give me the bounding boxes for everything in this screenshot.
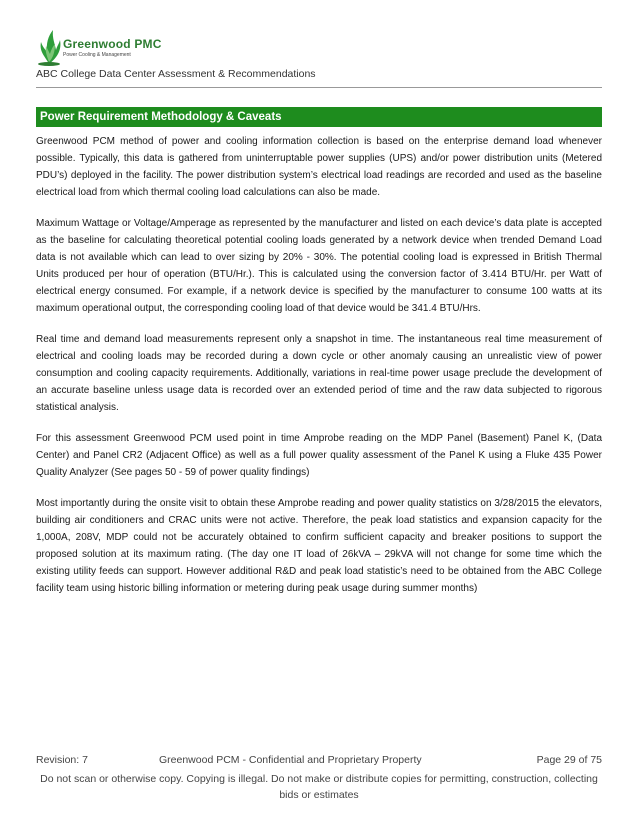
logo-tagline: Power Cooling & Management xyxy=(63,52,131,58)
footer-copy-notice: Do not scan or otherwise copy. Copying is illegal. Do not make or distribute copies for permitting, construction, collecting bids or estimates xyxy=(40,773,598,801)
body-paragraph: Real time and demand load measurements represent only a snapshot in time. The instantaneous real time measurement of electrical and cooling loads may be recorded during a down cycle or other anomaly causing an unrealistic view of power consumption and cooling capacity requirements. Additionally, variations in real-time power usage preclude the development of an accurate baseline unless usage data is recorded over an extended period of time and the raw data subjected to rigorous statistical analysis. xyxy=(36,334,602,413)
footer-page-number: Page 29 of 75 xyxy=(536,754,602,766)
document-header-title: ABC College Data Center Assessment & Recommendations xyxy=(36,68,316,80)
body-paragraph: For this assessment Greenwood PCM used point in time Amprobe reading on the MDP Panel (Basement) Panel K, (Data Center) and Panel CR2 (Adjacent Office) as well as a full power quality assessment of the Panel K using a Fluke 435 Power Quality Analyzer (See pages 50 - 59 of power quality findings) xyxy=(36,433,602,478)
footer-confidential: Greenwood PCM - Confidential and Proprietary Property xyxy=(159,754,422,766)
logo-name: Greenwood PMC xyxy=(63,37,162,51)
header-divider xyxy=(36,87,602,88)
company-logo xyxy=(35,26,195,70)
body-paragraph: Maximum Wattage or Voltage/Amperage as represented by the manufacturer and listed on each device’s data plate is accepted as the baseline for calculating theoretical potential cooling loads generated by a network device when trended Demand Load data is not available which can lead to over sizing by 20% - 30%. The potential cooling load is expressed in British Thermal Units produced per hour of operation (BTU/Hr.). This is calculated using the conversion factor of 3.414 BTU/Hr. per Watt of electrical energy consumed. For example, if a network device is specified by the manufacturer to consume 100 watts at its maximum operational output, the corresponding cooling load of that device would be 341.4 BTU/Hrs. xyxy=(36,218,602,314)
body-paragraph: Most importantly during the onsite visit to obtain these Amprobe reading and power quality statistics on 3/28/2015 the elevators, building air conditioners and CRAC units were not active. Therefore, the peak load statistics and expansion capacity for the 1,000A, 208V, MDP could not be accurately obtained to confirm sufficient capacity and breaker positions to support the proposed solution at its maximum rating. (The day one IT load of 26kVA – 29kVA will not change for some time which the existing utility feeds can support. However additional R&D and peak load statistic’s need to be obtained from the ABC College facility team using historic billing information or metering during peak usage during summer months) xyxy=(36,498,602,594)
body-paragraph: Greenwood PCM method of power and cooling information collection is based on the enterprise demand load whenever possible. Typically, this data is gathered from uninterruptable power supplies (UPS) and/or power distribution units (Metered PDU’s) deployed in the facility. The power distribution system’s electrical load readings are recorded and used as the baseline electrical load from which thermal cooling load calculations can also be made. xyxy=(36,136,602,198)
document-body xyxy=(36,133,602,611)
section-title-bar: Power Requirement Methodology & Caveats xyxy=(36,107,602,127)
footer xyxy=(36,754,602,768)
footer-revision: Revision: 7 xyxy=(36,754,88,766)
leaf-flame-icon xyxy=(35,26,63,66)
